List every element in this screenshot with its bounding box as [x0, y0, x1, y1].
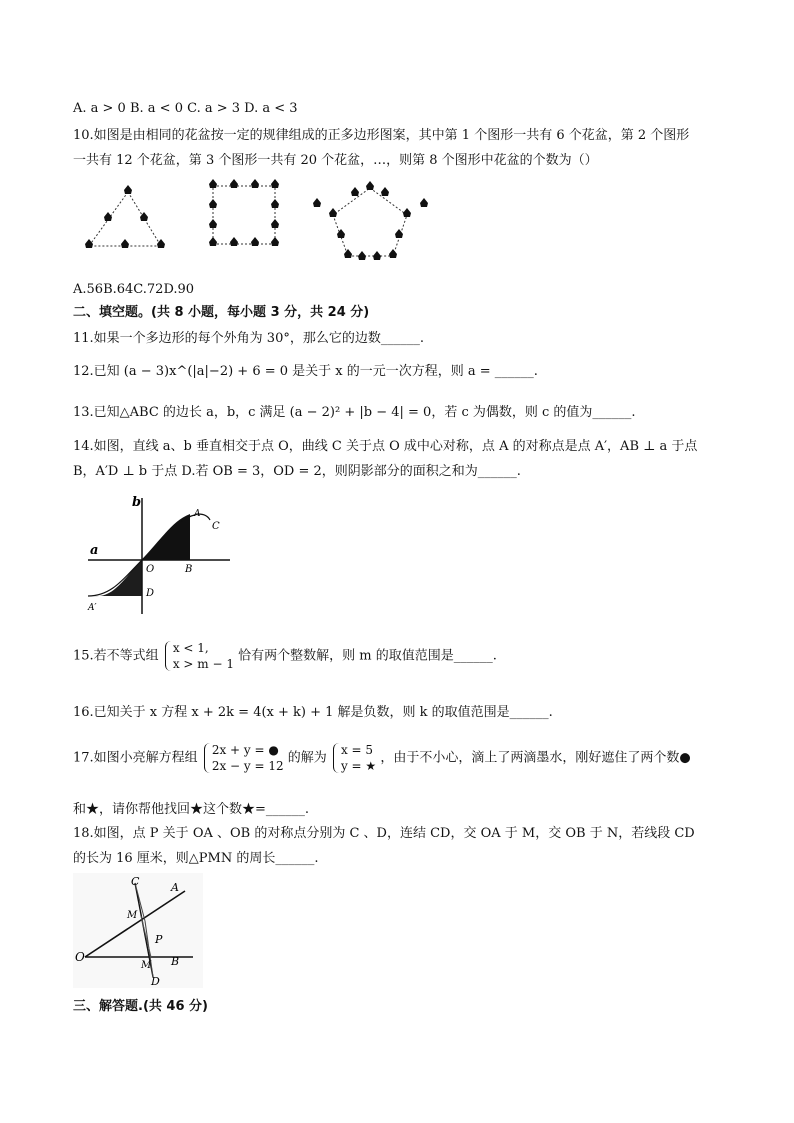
q12: 12.已知 (a − 3)x^(|a|−2) + 6 = 0 是关于 x 的一元一次方程，则 a = ______.	[73, 364, 538, 379]
q15-post: 恰有两个整数解，则 m 的取值范围是______.	[238, 648, 497, 664]
section3-heading: 三、解答题.(共 46 分)	[73, 999, 208, 1014]
q15-pre: 15.若不等式组	[73, 648, 159, 664]
q18-label-D: D	[151, 975, 160, 988]
q10-text-line1: 10.如图是由相同的花盆按一定的规律组成的正多边形图案，其中第 1 个图形一共有 6 个花盆，第 2 个图形	[73, 128, 690, 143]
q15-row2: x > m − 1	[172, 657, 234, 671]
q17-pre: 17.如图小亮解方程组	[73, 750, 198, 766]
q14-line2: B，A′D ⊥ b 于点 D.若 OB = 3，OD = 2，则阴影部分的面积之和为______.	[73, 464, 521, 479]
fig-label-b: b	[132, 495, 142, 510]
q18-line2: 的长为 16 厘米，则△PMN 的周长______.	[73, 851, 319, 866]
q17-sys2-row1: x = 5	[340, 743, 374, 757]
section2-heading: 二、填空题。(共 8 小题，每小题 3 分，共 24 分)	[73, 305, 370, 320]
fig-label-O: O	[146, 564, 155, 575]
q18-label-A: A	[171, 881, 179, 894]
fig-label-B: B	[185, 564, 193, 575]
q15-inequality-system	[163, 640, 234, 672]
q18-label-O: O	[75, 950, 85, 964]
q11: 11.如果一个多边形的每个外角为 30°，那么它的边数______.	[73, 331, 424, 346]
q17-sys1-row1: 2x + y = ●	[211, 743, 279, 757]
q16: 16.已知关于 x 方程 x + 2k = 4(x + k) + 1 解是负数，则 k 的取值范围是______.	[73, 705, 553, 720]
fig-label-Aprime: A′	[88, 603, 97, 613]
fig-label-a: a	[90, 543, 99, 558]
q17	[73, 742, 691, 774]
fig-label-C: C	[212, 521, 220, 532]
q15	[73, 640, 497, 672]
q17-sys1-row2: 2x − y = 12	[211, 759, 284, 773]
q14-line1: 14.如图，直线 a、b 垂直相交于点 O，曲线 C 关于点 O 成中心对称，点 A 的对称点是点 A′，AB ⊥ a 于点	[73, 439, 698, 454]
fig-label-A: A	[194, 509, 201, 519]
q17-line2: 和★，请你帮他找回★这个数★=______.	[73, 802, 310, 817]
q18-label-C: C	[131, 875, 140, 888]
q18-label-P: P	[155, 933, 163, 946]
q17-equation-system	[202, 742, 284, 774]
q18-line1: 18.如图，点 P 关于 OA 、OB 的对称点分别为 C 、D，连结 CD，交 OA 于 M，交 OB 于 N，若线段 CD	[73, 826, 695, 841]
q10-options: A.56B.64C.72D.90	[73, 282, 195, 297]
q18-label-B: B	[171, 955, 180, 968]
q15-row1: x < 1,	[172, 641, 209, 655]
q17-post: ，由于不小心，滴上了两滴墨水，刚好遮住了两个数●	[380, 750, 691, 766]
q13: 13.已知△ABC 的边长 a，b，c 满足 (a − 2)² + |b − 4| = 0，若 c 为偶数，则 c 的值为______.	[73, 405, 636, 420]
q9-options: A. a > 0 B. a < 0 C. a > 3 D. a < 3	[73, 101, 298, 116]
q18-label-M: M	[127, 910, 138, 921]
q17-mid: 的解为	[287, 750, 327, 766]
fig-label-D: D	[146, 588, 155, 599]
q10-text-line2: 一共有 12 个花盆，第 3 个图形一共有 20 个花盆，…，则第 8 个图形中花盆的个数为（）	[73, 153, 598, 168]
q18-label-N: M	[141, 960, 152, 971]
q17-solution-system	[331, 742, 376, 774]
q18-reflection-figure	[73, 873, 203, 988]
q17-sys2-row2: y = ★	[340, 759, 377, 773]
q14-axis-figure	[80, 492, 240, 620]
q10-flowerpot-figures	[73, 178, 433, 278]
